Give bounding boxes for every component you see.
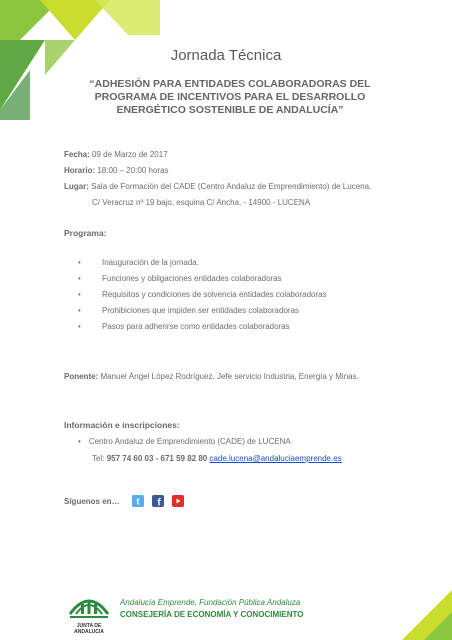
tel-value: 957 74 60 03 - 671 59 82 80: [106, 454, 208, 463]
fecha-row: [64, 150, 168, 160]
horario-row: [64, 166, 169, 176]
fecha-label: Fecha:: [64, 150, 90, 159]
list-item: • Prohibiciones que impiden ser entidades colaboradoras: [78, 306, 327, 322]
lugar-label: Lugar:: [64, 182, 89, 191]
list-item: • Inauguración de la jornada.: [78, 258, 327, 274]
lugar-value: Sala de Formación del CADE (Centro Andaluz de Emprendimiento) de Lucena.: [91, 182, 372, 191]
horario-value: 18:00 – 20:00 horas: [97, 166, 169, 175]
info-center: Centro Andaluz de Emprendimiento (CADE) de LUCENA: [88, 437, 291, 446]
list-item: • Pasos para adherirse como entidades colaboradoras: [78, 322, 327, 338]
tel-label: Tel:: [92, 454, 105, 463]
programa-list: [78, 258, 327, 338]
info-heading: Información e inscripciones:: [64, 420, 180, 430]
footer-consejeria: CONSEJERÍA DE ECONOMÍA Y CONOCIMIENTO: [120, 610, 304, 619]
programa-heading: Programa:: [64, 228, 107, 238]
twitter-icon[interactable]: [132, 495, 144, 507]
ponente-row: [64, 372, 359, 382]
info-center-row: [78, 437, 291, 447]
fecha-value: 09 de Marzo de 2017: [92, 150, 168, 159]
decorative-triangles-bottom-right: [402, 590, 452, 640]
lugar-address: C/ Veracruz nº 19 bajo, esquina C/ Ancha. - 14900 - LUCENA: [92, 198, 311, 207]
ponente-value: Manuel Ángel López Rodríguez. Jefe servicio Industria, Energía y Minas.: [100, 372, 359, 381]
svg-text:t: t: [136, 496, 140, 507]
event-subtitle: “ADHESIÓN PARA ENTIDADES COLABORADORAS DEL PROGRAMA DE INCENTIVOS PARA EL DESARROLLO ENERGÉTICO SOSTENIBLE DE ANDALUCÍA”: [89, 78, 371, 116]
footer-org-name: Andalucía Emprende, Fundación Pública Andaluza: [120, 598, 301, 607]
email-link[interactable]: cade.lucena@andaluciaemprende.es: [209, 454, 342, 463]
svg-text:f: f: [156, 497, 161, 507]
info-contact-row: [92, 454, 342, 464]
list-item: • Requisitos y condiciones de solvencia entidades colaboradoras: [78, 290, 327, 306]
bullet: •: [78, 437, 81, 446]
youtube-icon[interactable]: [172, 495, 184, 507]
lugar-row: [64, 182, 371, 192]
ponente-label: Ponente:: [64, 372, 99, 381]
facebook-icon[interactable]: [152, 495, 164, 507]
social-row: [64, 495, 184, 507]
page-title: Jornada Técnica: [170, 47, 282, 64]
social-label: Síguenos en…: [64, 496, 120, 506]
logo-caption: JUNTA DE ANDALUCIA: [74, 623, 104, 635]
horario-label: Horario:: [64, 166, 96, 175]
list-item: • Funciones y obligaciones entidades colaboradoras: [78, 274, 327, 290]
junta-andalucia-logo: [66, 586, 112, 622]
